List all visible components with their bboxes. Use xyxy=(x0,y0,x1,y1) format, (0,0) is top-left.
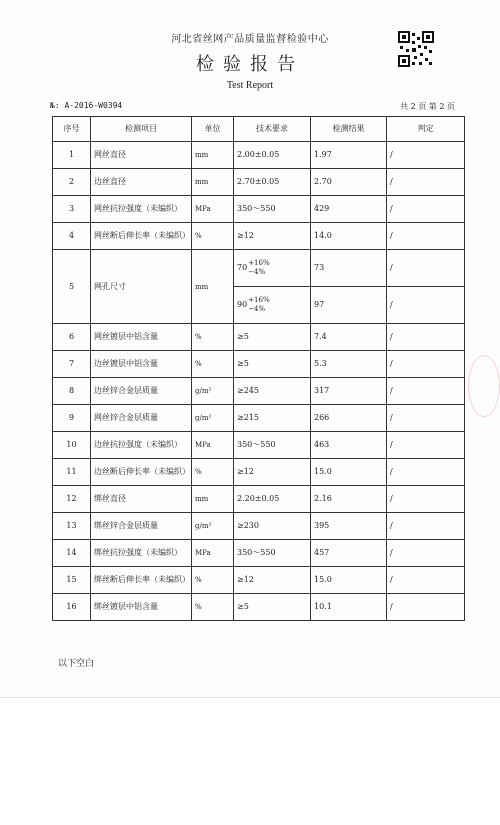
row-requirement: ≥12 xyxy=(234,567,311,594)
row-no: 6 xyxy=(53,324,91,351)
header-no: 序号 xyxy=(53,117,91,142)
tolerance-plus: +16% xyxy=(248,259,270,267)
row-unit: g/m² xyxy=(192,378,234,405)
row-unit: mm xyxy=(192,169,234,196)
row-item: 网丝直径 xyxy=(91,142,192,169)
row-unit: mm xyxy=(192,486,234,513)
row-result: 10.1 xyxy=(311,594,387,621)
tolerance-plus: +16% xyxy=(248,296,270,304)
row-verdict: / xyxy=(387,351,465,378)
row-no: 4 xyxy=(53,223,91,250)
row-requirement: ≥215 xyxy=(234,405,311,432)
row-item: 网孔尺寸 xyxy=(91,250,192,324)
row-unit: MPa xyxy=(192,540,234,567)
table-header-row xyxy=(53,117,465,142)
header-unit: 单位 xyxy=(192,117,234,142)
header-result: 检测结果 xyxy=(311,117,387,142)
row-no: 5 xyxy=(53,250,91,324)
row-requirement: 350～550 xyxy=(234,540,311,567)
row-no: 15 xyxy=(53,567,91,594)
row-verdict: / xyxy=(387,486,465,513)
row-requirement xyxy=(234,287,311,324)
mesh-size-base: 90 xyxy=(237,300,248,309)
row-verdict: / xyxy=(387,324,465,351)
row-item: 网丝锌合金层质量 xyxy=(91,405,192,432)
row-result: 14.0 xyxy=(311,223,387,250)
row-unit: mm xyxy=(192,250,234,324)
row-item: 边丝抗拉强度（未编织） xyxy=(91,432,192,459)
row-no: 9 xyxy=(53,405,91,432)
row-no: 16 xyxy=(53,594,91,621)
row-verdict: / xyxy=(387,287,465,324)
row-verdict: / xyxy=(387,594,465,621)
tolerance-minus: −4% xyxy=(248,305,266,313)
row-verdict: / xyxy=(387,540,465,567)
row-result: 429 xyxy=(311,196,387,223)
row-requirement: 2.00±0.05 xyxy=(234,142,311,169)
row-requirement: ≥230 xyxy=(234,513,311,540)
row-no: 7 xyxy=(53,351,91,378)
row-verdict: / xyxy=(387,378,465,405)
row-item: 边丝直径 xyxy=(91,169,192,196)
row-item: 网丝镀层中铝含量 xyxy=(91,324,192,351)
seal-stamp xyxy=(468,355,500,417)
table-row xyxy=(53,223,465,250)
row-result: 317 xyxy=(311,378,387,405)
row-unit: % xyxy=(192,459,234,486)
row-unit: g/m² xyxy=(192,405,234,432)
row-requirement: ≥5 xyxy=(234,594,311,621)
page-indicator: 共 2 页 第 2 页 xyxy=(400,102,455,111)
header-requirement: 技术要求 xyxy=(234,117,311,142)
issuing-organization: 河北省丝网产品质量监督检验中心 xyxy=(171,34,329,45)
row-verdict: / xyxy=(387,405,465,432)
mesh-size-base: 70 xyxy=(237,263,248,272)
row-verdict: / xyxy=(387,142,465,169)
row-no: 2 xyxy=(53,169,91,196)
test-results-table xyxy=(52,116,465,621)
row-unit: % xyxy=(192,567,234,594)
tolerance-minus: −4% xyxy=(248,268,266,276)
row-result: 97 xyxy=(311,287,387,324)
qr-code-icon xyxy=(398,31,434,67)
row-result: 266 xyxy=(311,405,387,432)
row-item: 绑丝锌合金层质量 xyxy=(91,513,192,540)
row-unit: g/m² xyxy=(192,513,234,540)
row-unit: MPa xyxy=(192,432,234,459)
table-row xyxy=(53,142,465,169)
row-result: 15.0 xyxy=(311,459,387,486)
row-item: 绑丝直径 xyxy=(91,486,192,513)
row-result: 1.97 xyxy=(311,142,387,169)
row-no: 10 xyxy=(53,432,91,459)
report-number: №: A-2016-W0394 xyxy=(50,101,123,110)
row-unit: MPa xyxy=(192,196,234,223)
row-verdict: / xyxy=(387,169,465,196)
row-requirement: ≥245 xyxy=(234,378,311,405)
row-result: 2.16 xyxy=(311,486,387,513)
row-requirement: ≥5 xyxy=(234,351,311,378)
row-result: 73 xyxy=(311,250,387,287)
row-result: 5.3 xyxy=(311,351,387,378)
table-row xyxy=(53,378,465,405)
row-verdict: / xyxy=(387,250,465,287)
row-requirement: 350～550 xyxy=(234,196,311,223)
row-result: 395 xyxy=(311,513,387,540)
table-row xyxy=(53,594,465,621)
row-verdict: / xyxy=(387,223,465,250)
table-row xyxy=(53,405,465,432)
report-title: 检验报告 xyxy=(196,54,304,75)
table-row xyxy=(53,540,465,567)
row-no: 14 xyxy=(53,540,91,567)
row-item: 绑丝抗拉强度（未编织） xyxy=(91,540,192,567)
row-result: 15.0 xyxy=(311,567,387,594)
header-verdict: 判定 xyxy=(387,117,465,142)
row-no: 3 xyxy=(53,196,91,223)
row-item: 绑丝断后伸长率（未编织） xyxy=(91,567,192,594)
row-no: 8 xyxy=(53,378,91,405)
row-unit: mm xyxy=(192,142,234,169)
row-verdict: / xyxy=(387,196,465,223)
table-row xyxy=(53,513,465,540)
table-row xyxy=(53,351,465,378)
row-no: 1 xyxy=(53,142,91,169)
row-item: 网丝抗拉强度（未编织） xyxy=(91,196,192,223)
row-requirement: ≥12 xyxy=(234,459,311,486)
row-requirement: ≥5 xyxy=(234,324,311,351)
row-requirement xyxy=(234,250,311,287)
row-result: 463 xyxy=(311,432,387,459)
report-subtitle: Test Report xyxy=(226,80,274,91)
row-result: 7.4 xyxy=(311,324,387,351)
table-row xyxy=(53,486,465,513)
row-item: 边丝锌合金层质量 xyxy=(91,378,192,405)
row-verdict: / xyxy=(387,513,465,540)
row-item: 边丝镀层中铝含量 xyxy=(91,351,192,378)
row-result: 2.70 xyxy=(311,169,387,196)
row-verdict: / xyxy=(387,432,465,459)
table-row xyxy=(53,567,465,594)
row-unit: % xyxy=(192,223,234,250)
table-row xyxy=(53,169,465,196)
row-requirement: 2.20±0.05 xyxy=(234,486,311,513)
table-row xyxy=(53,250,465,287)
row-no: 12 xyxy=(53,486,91,513)
row-verdict: / xyxy=(387,567,465,594)
row-result: 457 xyxy=(311,540,387,567)
blank-below-note: 以下空白 xyxy=(58,659,95,669)
row-item: 边丝断后伸长率（未编织） xyxy=(91,459,192,486)
table-row xyxy=(53,432,465,459)
row-unit: % xyxy=(192,594,234,621)
row-item: 网丝断后伸长率（未编织） xyxy=(91,223,192,250)
row-verdict: / xyxy=(387,459,465,486)
row-requirement: 2.70±0.05 xyxy=(234,169,311,196)
row-unit: % xyxy=(192,351,234,378)
header-item: 检测项目 xyxy=(91,117,192,142)
row-no: 11 xyxy=(53,459,91,486)
row-no: 13 xyxy=(53,513,91,540)
table-row xyxy=(53,196,465,223)
row-requirement: ≥12 xyxy=(234,223,311,250)
row-unit: % xyxy=(192,324,234,351)
table-row xyxy=(53,324,465,351)
table-row xyxy=(53,459,465,486)
row-requirement: 350～550 xyxy=(234,432,311,459)
row-item: 绑丝镀层中铝含量 xyxy=(91,594,192,621)
